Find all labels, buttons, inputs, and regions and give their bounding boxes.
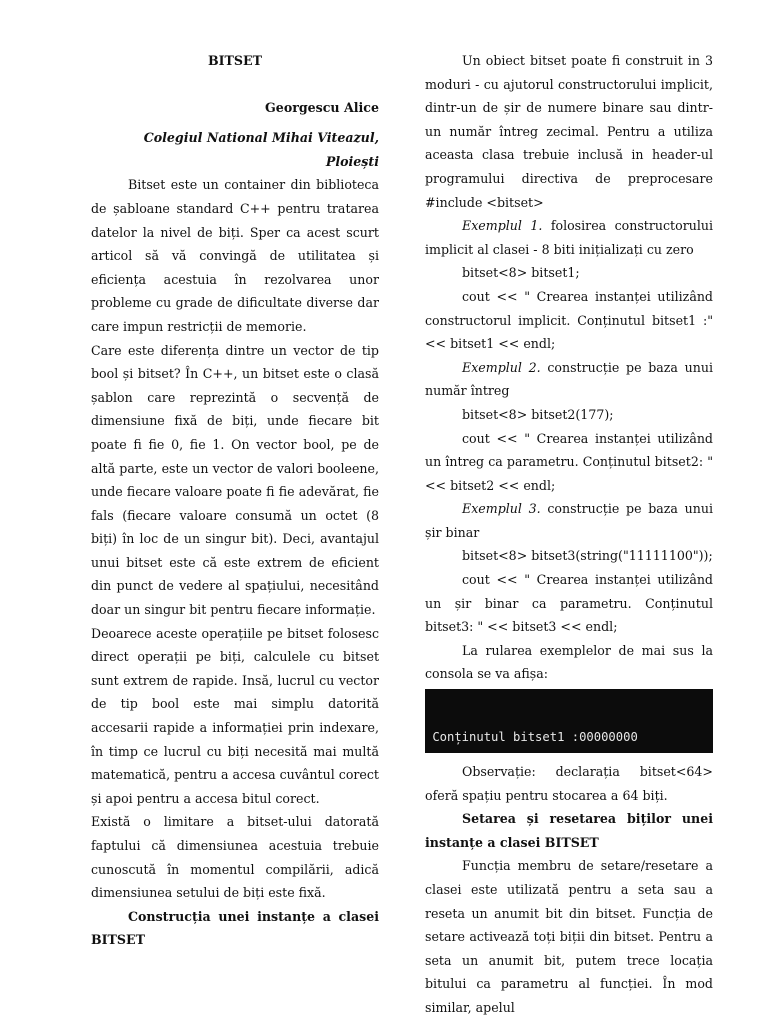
example-2-label: Exemplul 2. bbox=[462, 359, 541, 375]
paragraph-constructors: Un obiect bitset poate fi construit in 3 moduri - cu ajutorul constructorului implicit, dintr-un de șir de numere binare sau dintr-un număr întreg zecimal. Pentru a utiliza aceasta clasa trebuie inclusă in header-ul programului directiva de preprocesare #include <bitset> bbox=[425, 53, 713, 210]
article-title: BITSET bbox=[208, 53, 262, 68]
console-output-screenshot bbox=[425, 689, 713, 753]
author-name: Georgescu Alice bbox=[265, 99, 379, 115]
example-2-text: construcție pe baza unui număr întreg bbox=[425, 359, 713, 399]
paragraph-difference: Care este diferența dintre un vector de tip bool și bitset? În C++, un bitset este o clasă șablon care reprezintă o secvență de dimensiune fixă de biți, unde fiecare bit poate fi fie 0, fie 1. On vector bool, pe de altă parte, este un vector de valori booleene, unde fiecare valoare poate fi fie adevărat, fie fals (fiecare valoare consumă un octet (8 biți) în loc de un singur bit). Deci, avantajul unui bitset este că este extrem de eficient din punct de vedere al spațiului, necesitând doar un singur bit pentru fiecare informație. bbox=[91, 342, 379, 618]
school-line-2: Ploiești bbox=[325, 153, 379, 169]
section-heading-construction: Construcția unei instanțe a clasei BITSET bbox=[91, 908, 379, 948]
example-1-declaration: bitset<8> bitset1; bbox=[462, 265, 580, 281]
example-2 bbox=[425, 356, 713, 403]
example-2-cout: cout << " Crearea instanței utilizând un întreg ca parametru. Conținutul bitset2: " << bitset2 << endl; bbox=[425, 430, 713, 493]
paragraph-operations: Deoarece aceste operațiile pe bitset folosesc direct operații pe biți, calculele cu bitset sunt extrem de rapide. Insă, lucrul cu vector de tip bool este mai simplu datorită accesarii rapide a informației prin indexare, în timp ce lucrul cu biți necesită mai multă matematică, pentru a accesa cuvântul corect și apoi pentru a accesa bitul corect. bbox=[91, 625, 379, 806]
example-1-text: folosirea constructorului implicit al clasei - 8 biti inițializați cu zero bbox=[425, 218, 713, 257]
example-3-label: Exemplul 3. bbox=[462, 501, 541, 517]
example-3-text: construcție pe baza unui șir binar bbox=[425, 501, 713, 540]
right-column bbox=[425, 49, 713, 1024]
school-line-1: Colegiul National Mihai Viteazul, bbox=[143, 130, 379, 146]
example-1 bbox=[425, 214, 713, 261]
left-column bbox=[91, 49, 379, 1009]
section-heading-set-reset: Setarea și resetarea biților unei instanțe a clasei BITSET bbox=[425, 811, 713, 850]
example-3-declaration: bitset<8> bitset3(string("11111100")); bbox=[462, 548, 713, 564]
paragraph-intro: Bitset este un container din biblioteca de șabloane standard C++ pentru tratarea datelor la nivel de biți. Sper ca acest scurt articol să vă convingă de utilitatea și eficiența acestuia în rezolvarea unor probleme cu grade de dificultate diverse dar care impun restricții de memorie. bbox=[91, 177, 379, 334]
paragraph-limitation: Există o limitare a bitset-ului datorată faptului că dimensiunea acestuia trebuie cunoscută în momentul compilării, adică dimensiunea setului de biți este fixă. bbox=[91, 814, 379, 901]
example-1-cout: cout << " Crearea instanței utilizând constructorul implicit. Conținutul bitset1 :" << bitset1 << endl; bbox=[425, 288, 713, 352]
paragraph-set-reset: Funcția membru de setare/resetare a clasei este utilizată pentru a seta sau a reseta un anumit bit din bitset. Funcția de setare activează toți biții din bitset. Pentru a seta un anumit bit, putem trece locația bitului ca parametru al funcției. În mod similar, apelul bbox=[425, 858, 713, 1015]
example-2-declaration: bitset<8> bitset2(177); bbox=[462, 406, 614, 422]
example-1-label: Exemplul 1. bbox=[462, 218, 543, 234]
example-3 bbox=[425, 497, 713, 544]
console-line: Conținutul bitset1 :00000000 bbox=[425, 730, 638, 745]
example-3-cout: cout << " Crearea instanței utilizând un șir binar ca parametru. Conținutul bitset3: " << bitset3 << endl; bbox=[425, 572, 713, 635]
paragraph-console-intro: La rularea exemplelor de mai sus la consola se va afișa: bbox=[425, 642, 713, 682]
paragraph-observation: Observație: declarația bitset<64> oferă spațiu pentru stocarea a 64 biți. bbox=[425, 764, 713, 803]
